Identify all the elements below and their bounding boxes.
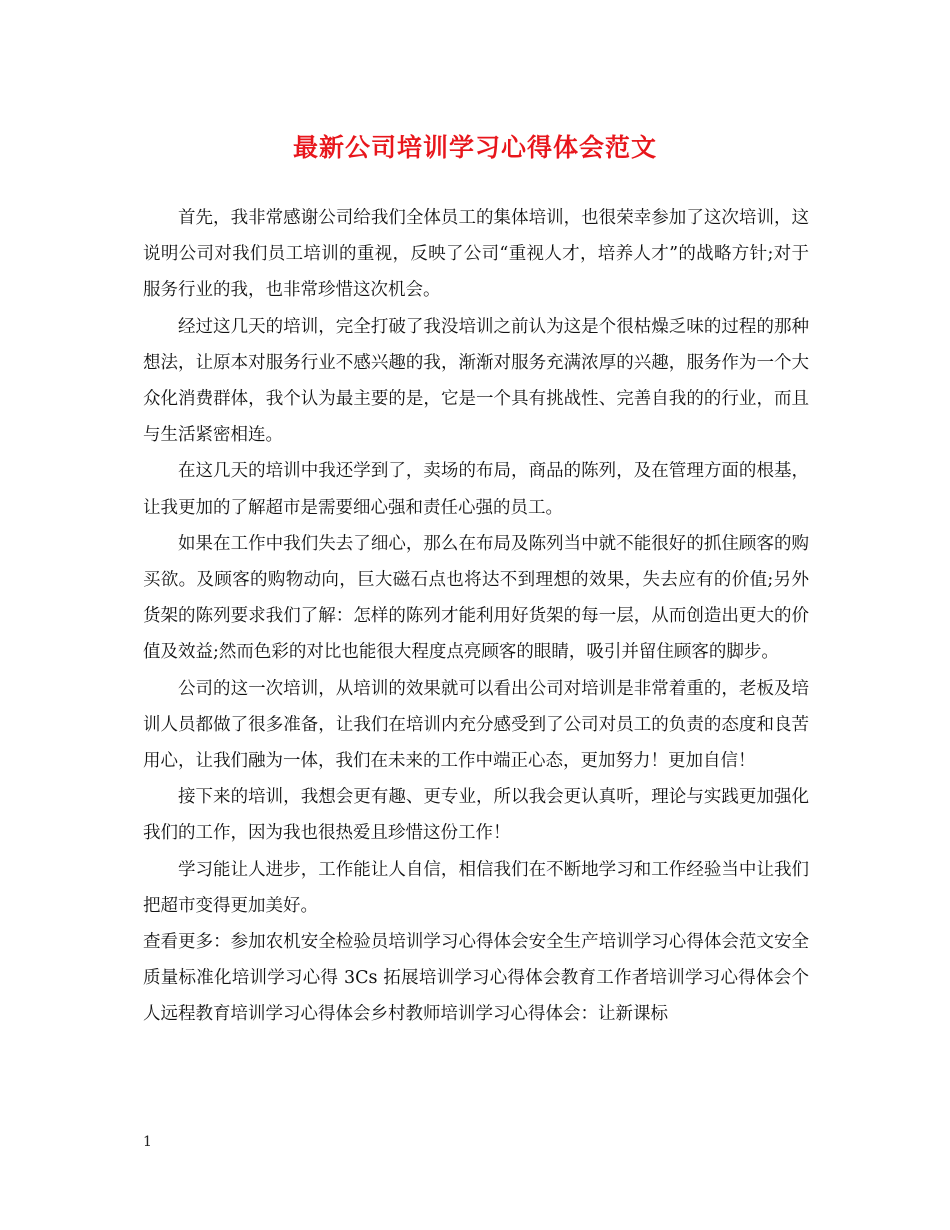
paragraph-3: 在这几天的培训中我还学到了，卖场的布局，商品的陈列，及在管理方面的根基，让我更加的了解超市是需要细心强和责任心强的员工。 bbox=[143, 461, 809, 518]
document-title: 最新公司培训学习心得体会范文 bbox=[292, 133, 657, 162]
paragraph-5: 公司的这一次培训，从培训的效果就可以看出公司对培训是非常着重的，老板及培训人员都做了很多准备，让我们在培训内充分感受到了公司对员工的负责的态度和良苦用心，让我们融为一体，我们在未来的工作中端正心态，更加努力！更加自信！ bbox=[143, 678, 809, 772]
paragraph-1: 首先，我非常感谢公司给我们全体员工的集体培训，也很荣幸参加了这次培训，这说明公司对我们员工培训的重视，反映了公司“重视人才，培养人才”的战略方针;对于服务行业的我，也非常珍惜这次机会。 bbox=[143, 208, 809, 301]
paragraph-6: 接下来的培训，我想会更有趣、更专业，所以我会更认真听，理论与实践更加强化我们的工作，因为我也很热爱且珍惜这份工作！ bbox=[143, 787, 809, 844]
paragraph-4: 如果在工作中我们失去了细心，那么在布局及陈列当中就不能很好的抓住顾客的购买欲。及顾客的购物动向，巨大磁石点也将达不到理想的效果，失去应有的价值;另外货架的陈列要求我们了解：怎样的陈列才能利用好货架的每一层，从而创造出更大的价值及效益;然而色彩的对比也能很大程度点亮顾客的眼睛，吸引并留住顾客的脚步。 bbox=[143, 533, 809, 663]
document-body bbox=[143, 200, 809, 1033]
page-number: 1 bbox=[143, 1134, 152, 1150]
paragraph-2: 经过这几天的培训，完全打破了我没培训之前认为这是个很枯燥乏味的过程的那种想法，让原本对服务行业不感兴趣的我，渐渐对服务充满浓厚的兴趣，服务作为一个大众化消费群体，我个认为最主要的是，它是一个具有挑战性、完善自我的的行业，而且与生活紧密相连。 bbox=[143, 316, 809, 446]
see-more-links[interactable]: 查看更多：参加农机安全检验员培训学习心得体会安全生产培训学习心得体会范文安全质量标准化培训学习心得 3Cs 拓展培训学习心得体会教育工作者培训学习心得体会个人远程教育培训学习心得体会乡村教师培训学习心得体会：让新课标 bbox=[143, 932, 809, 1025]
paragraph-7: 学习能让人进步，工作能让人自信，相信我们在不断地学习和工作经验当中让我们把超市变得更加美好。 bbox=[143, 859, 809, 916]
